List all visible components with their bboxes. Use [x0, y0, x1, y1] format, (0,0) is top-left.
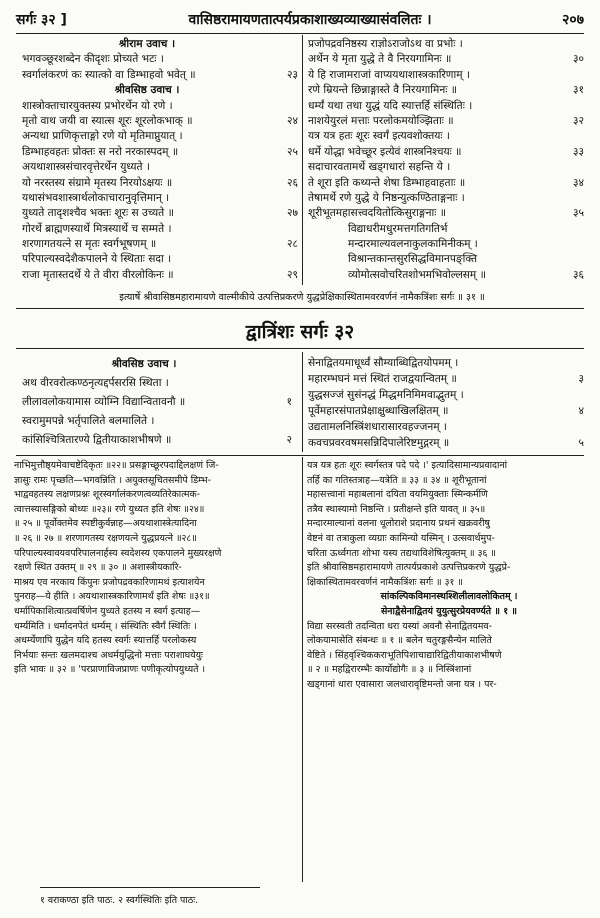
verse-number	[272, 160, 298, 175]
verse-text: परिपाल्यस्वदेशैकपालने ये स्थिताः सदा ।	[22, 253, 172, 266]
verse-number: ३५	[572, 207, 584, 220]
running-header	[16, 6, 584, 32]
verse-number	[272, 52, 298, 67]
verse-number	[558, 99, 584, 114]
verse-text: शास्त्रोक्ताचारयुक्तस्य प्रभोरर्थेन यो रणे ।	[22, 99, 173, 112]
commentary-line: त्वात्तस्यासङ्गिको बोध्यः ॥२३॥ रणे युध्यत इति शेषः ॥२४॥	[14, 503, 205, 515]
commentary-line: सेनाद्वैसेनाद्वितयं युयुत्सुरप्रेयवर्ण्यते ॥ १ ॥	[380, 605, 518, 617]
verse-text: यथासंभवशास्त्रार्थलोकाचारानुवृत्तिमान् ।	[22, 191, 170, 204]
commentary-divider	[302, 457, 303, 882]
verse-text: शरणागतयत्ने स मृतः स्वर्गभूषणम् ॥	[22, 238, 157, 251]
commentary-line: माश्रय एव नरकाय किंपुनः प्रजोपद्रवकारिणामथं इत्याशयेन	[14, 576, 205, 588]
commentary-line: सांकल्पिकविमानस्थश्शिलीलावलोकितम् ।	[380, 591, 518, 603]
verse-line	[22, 83, 298, 98]
verse-text: मन्दारमाल्यवलनाकुलकामिनीकम् ।	[348, 238, 478, 251]
verse-number: ३४	[572, 176, 584, 189]
verse-line	[22, 412, 292, 431]
verse-number	[266, 355, 292, 374]
commentary-line: ॥ २६ ॥ २७ ॥ शरणागतस्य रक्षणयत्ने युद्धप्रयत्ने ॥२८॥	[14, 532, 197, 544]
verse-number: ३३	[572, 145, 584, 158]
sarga-title: द्वात्रिंशः सर्गः ३२	[245, 321, 355, 343]
verse-text: स्वर्गालंकरणं कः स्यात्को वा डिम्भाहवो भवेत् ॥	[22, 68, 196, 81]
verse-text: श्रीवसिष्ठ उवाच ।	[111, 358, 177, 370]
verse-line	[22, 237, 298, 252]
verse-column-left	[22, 37, 298, 283]
verse-text: धर्मे योद्धा भवेच्छूर इत्येवं शास्त्रनिश्चयः ॥	[308, 145, 462, 158]
commentary-line: निर्भयाः सन्तः खलमदाश्च अधर्मयुद्धिनो मत्ताः पराशाघयेयुः	[14, 649, 203, 661]
verse-text: राजा मृतास्तदर्थे ये ते वीरा वीरलोकिनः ॥	[22, 268, 174, 281]
verse-line	[22, 37, 298, 52]
verse-line	[22, 114, 298, 129]
verse-number	[272, 37, 298, 52]
header-chapter: सर्गः ३२ ]	[16, 11, 67, 28]
verse-number	[272, 222, 298, 237]
column-divider-2	[302, 352, 303, 452]
verse-line	[22, 431, 292, 450]
commentary-line: इति भावः ॥ ३२ ॥ 'परप्राणाविजप्राणः पणीकृत्योपयुध्यते ।	[14, 664, 206, 676]
commentary-line: अधर्म्येणापि युद्धेन यदि हतस्य स्वर्गः स्यात्तर्हि परलोकस्य	[14, 635, 197, 647]
verse-line	[308, 129, 584, 144]
verse-line	[22, 68, 298, 83]
column-divider	[302, 35, 303, 285]
verse-line	[308, 371, 584, 387]
verse-line	[22, 252, 298, 267]
footnote-rule	[40, 887, 260, 888]
colophon: इत्यार्षे श्रीवासिष्ठमहारामायणे वाल्मीकीये उत्पत्तिप्रकरणे युद्धप्रेक्षिकास्थितामवरवर्णनं नामैकत्रिंशः सर्गः ॥ ३१ ॥	[119, 292, 485, 303]
verse-number	[558, 355, 584, 371]
verse-line	[22, 206, 298, 221]
verse-number: २३	[286, 68, 298, 81]
verse-number: ३१	[572, 84, 584, 97]
commentary-line: वेष्टनं वा तत्राकुला व्यग्राः कामिन्यो यस्मिन् । उत्सवार्थमुप-	[307, 532, 495, 544]
verse-line	[308, 114, 584, 129]
verse-number	[558, 387, 584, 403]
verse-line	[22, 176, 298, 191]
verse-line	[22, 99, 298, 114]
verse-number: २७	[286, 207, 298, 220]
commentary-line: ज्ञासुः रामः पृच्छति—भगवन्निति । अयुक्तसूचितसमीपे डिम्भ-	[14, 474, 211, 486]
verse-text: श्रीराम उवाच ।	[118, 38, 176, 50]
verse-line	[308, 68, 584, 83]
verse-line	[308, 355, 584, 371]
header-rule	[16, 33, 584, 34]
header-page-number: २०७	[562, 11, 584, 28]
verse-line	[308, 403, 584, 419]
verse-text: विश्रान्तकान्तसुरसिद्धविमानपङ्क्ति	[348, 253, 478, 266]
verse-text: श्रीवसिष्ठ उवाच ।	[114, 84, 180, 97]
verse-text: यत्र यत्र हतः शूरः स्वर्गं इत्यवशोक्तयः ।	[308, 130, 450, 143]
verse-text: रणे म्रियन्ते छिन्नाङ्गास्ते वै निरयगामिनः ॥	[308, 84, 458, 97]
verse-text: विद्याधरीमधुरमत्तगतिगतिर्भ	[348, 222, 448, 235]
verse-number: २९	[286, 268, 298, 281]
commentary-line: यत्र यत्र हतः शूरः स्वर्गस्तत्र पदे पदे ।' इत्यादिसामान्यप्रवादानां	[307, 460, 508, 471]
verse-number: ३२	[572, 114, 584, 127]
verse-line	[308, 176, 584, 191]
verse-line	[308, 222, 584, 237]
verse-number	[272, 129, 298, 144]
verse-line	[308, 419, 584, 435]
verse-number	[558, 37, 584, 52]
verse-text: प्रजोपद्रवनिष्ठस्य राज्ञोऽराजोऽथ वा प्रभोः ।	[308, 38, 463, 50]
verse-line	[22, 222, 298, 237]
verse-number: १	[286, 396, 292, 408]
verse-number: ३०	[572, 53, 584, 66]
verse-number	[558, 252, 584, 267]
verse-line	[308, 252, 584, 267]
commentary-line: रक्षणे स्थित उक्तम् ॥ २९ ॥ ३० ॥ अशास्त्रीयकारि-	[14, 562, 182, 574]
verse-number	[558, 191, 584, 206]
verse-text: सेनाद्वितयमाधूर्ध्वं सौम्याब्धिद्वितयोपमम् ।	[308, 357, 459, 369]
commentary-line: इति श्रीवासिष्ठमहारामायणे तात्पर्यप्रकाशे उत्पत्तिप्रकरणे युद्धप्रे-	[307, 562, 511, 574]
verse-line	[308, 37, 584, 52]
verse-column-right-2	[308, 355, 584, 451]
verse-line	[22, 52, 298, 67]
verse-line	[308, 206, 584, 221]
verse-number	[558, 129, 584, 144]
verse-text: शूरीभूतमहासत्त्वदयितोत्किसुराङ्गनाः ॥	[308, 207, 447, 220]
verse-line	[22, 145, 298, 160]
verse-line	[308, 191, 584, 206]
verse-text: महारम्भघनं मत्तं स्थितं राजद्वयान्वितम् ॥	[308, 373, 457, 385]
verse-text: मृतो वाथ जयी वा स्यात्स शूरः शूरलोकभाक् ॥	[22, 114, 193, 127]
verse-text: यो नरस्तस्य संग्रामे मृतस्य निरयोऽक्षयः ॥	[22, 176, 173, 189]
verse-line	[308, 160, 584, 175]
verse-line	[308, 99, 584, 114]
verse-number: २८	[286, 238, 298, 251]
verse-text: स्वरामुमपन्ने भर्तृपालिते बलमालिते ।	[22, 415, 155, 427]
verse-number: २५	[286, 145, 298, 158]
title-rule	[16, 348, 584, 349]
verse-text: धर्म्यं यथा तथा युद्धं यदि स्यात्तर्हि संस्थितिः ।	[308, 99, 473, 112]
commentary-line: तर्हि का गतिस्तत्राह—यत्रेति ॥ ३३ ॥ ३४ ॥ शूरीभूतानां	[307, 474, 487, 486]
verse-number	[272, 99, 298, 114]
commentary-line: मन्दारमाल्यानां वलना धूलोराशे प्रदानाय प्रथनं खक्रवरीषु	[307, 518, 490, 530]
commentary-line: तत्रैव स्थास्यामो निष्ठन्ति । प्रतीक्षन्ते इति यावत् ॥ ३५॥	[307, 503, 486, 515]
commentary-line: पुनराह—ये हीति । अयथाशास्त्रकारिणामर्थं इति शेषः ॥३१॥	[14, 591, 210, 603]
commentary-rule	[16, 455, 584, 456]
verse-number	[558, 237, 584, 252]
verse-line	[308, 435, 584, 451]
commentary-line: लोकयामासेति संबन्धः ॥ १ ॥ बलेन चतुरङ्गसैन्येन मालिते	[307, 635, 492, 647]
section-rule	[16, 308, 584, 309]
commentary-left	[14, 459, 298, 678]
verse-text: कवचप्रवरवषमसन्निदिपालेरिष्टमुद्गरम् ॥	[308, 437, 450, 449]
verse-text: नाशयेयुरलं मत्ताः परलोकमयोञ्झिताः ॥	[308, 114, 454, 127]
verse-text: ये हि राजामराजां वाप्ययथाशास्त्रकारिणाम् ।	[308, 68, 470, 81]
verse-line	[308, 145, 584, 160]
verse-number	[558, 419, 584, 435]
verse-number	[558, 160, 584, 175]
footnote: १ वराकण्ठा इति पाठः. २ स्वर्गस्थितिः इति पाठः.	[40, 895, 199, 906]
verse-number: २६	[286, 176, 298, 189]
verse-text: भगवञ्छूरशब्देन कीदृशः प्रोच्यते भटः ।	[22, 53, 164, 66]
commentary-line: खड्गानां धारा एवासारा जलधारावृष्टिमन्तो जना यत्र । पर-	[307, 678, 497, 690]
verse-column-left-2	[22, 355, 292, 450]
verse-text: युध्यते तादृशश्चैव भक्तः शूरः स उच्यते ॥	[22, 207, 174, 220]
verse-text: अन्यथा प्राणिकृत्ताङ्गो रणे यो मृतिमाप्नुयात् ।	[22, 130, 183, 143]
verse-text: सदाचारवतामर्थे खड्गधारां सहन्ति ये ।	[308, 161, 451, 174]
verse-text: ते शूरा इति कथ्यन्ते शेषा डिम्भाहवाहताः ॥	[308, 176, 466, 189]
verse-text: पूर्वेमहारसंपातप्रेक्षाक्षुब्धाखिलक्षितम् ॥	[308, 405, 449, 417]
commentary-right	[307, 459, 591, 693]
verse-number	[272, 191, 298, 206]
verse-text: डिम्भाहवहतः प्रोक्तः स नरो नरकास्पदम् ॥	[22, 145, 179, 158]
commentary-line: धर्मापिकाशित्वात्प्रवर्षिणेन युध्यते हतस्य न स्वर्ग इत्याह—	[14, 605, 201, 617]
verse-line	[22, 129, 298, 144]
verse-text: अर्थेन ये मृता युद्धे ते वै निरयगामिनः ॥	[308, 53, 452, 66]
verse-text: गोरर्थे ब्राह्मणस्यार्थे मित्रस्यार्थे च सम्मते ।	[22, 222, 172, 235]
verse-line	[308, 83, 584, 98]
verse-line	[308, 268, 584, 283]
verse-number: ५	[578, 437, 584, 449]
verse-line	[308, 237, 584, 252]
commentary-line: चरिता ऊर्ध्वगता शोभा यस्य तद्यथाविशेषित्युक्तम् ॥ ३६ ॥	[307, 547, 496, 559]
commentary-line: वेष्टिते । सिंहवृश्चिककराभूतिपिशाचाद्यारिद्वितीयाकाशभीषणे	[307, 649, 502, 661]
verse-line	[308, 52, 584, 67]
commentary-line: परिपाल्यस्वावयवपरिपालनार्हस्य स्वदेशस्य एकपालने मुख्यरक्षणे	[14, 547, 222, 559]
commentary-line: क्षिकास्थितामवरवर्णनं नामैकत्रिंशः सर्गः ॥ ३१ ॥	[307, 576, 463, 588]
verse-line	[22, 393, 292, 412]
verse-line	[22, 191, 298, 206]
verse-number	[558, 68, 584, 83]
commentary-line: महासत्त्वानां महाबलानां दयिता वयमियुक्ताः स्मिन्कर्मणि	[307, 489, 488, 501]
verse-line	[22, 160, 298, 175]
verse-number: २	[286, 434, 292, 446]
verse-line	[22, 374, 292, 393]
verse-number: ३६	[572, 268, 584, 281]
verse-number: ३	[578, 373, 584, 385]
verse-number	[266, 374, 292, 393]
verse-number	[558, 222, 584, 237]
header-title: वासिष्ठरामायणतात्पर्यप्रकाशाख्यव्याख्यासंवलितः ।	[188, 11, 432, 28]
verse-text: व्योमोत्सवोचरितशोभमभिवोल्लसम् ॥	[348, 268, 486, 281]
verse-text: कांसिश्चित्रितारण्ये द्वितीयाकाशभीषणे ॥	[22, 434, 172, 446]
verse-column-right	[308, 37, 584, 283]
verse-text: तेषामर्थे रणे युद्धे ये निष्ठन्युत्कण्ठिताङ्गनाः ।	[308, 191, 465, 204]
commentary-line: धर्म्यमिति । धर्मादनपेतं धर्म्यम् । संस्थितिः स्वैर्गं स्थितिः ।	[14, 620, 197, 632]
verse-text: लीलावलोकयामास व्योम्नि विद्यान्वितावनौ ॥	[22, 396, 186, 408]
verse-number	[266, 412, 292, 431]
verse-line	[308, 387, 584, 403]
verse-text: अथ वीरवरोत्कण्ठनृत्यद्दर्पसरसि स्थिता ।	[22, 377, 169, 389]
verse-line	[22, 268, 298, 283]
commentary-line: भाद्ववहतस्य लक्षणप्रश्नः शूरस्वर्गालंकरणत्वव्यतिरेकात्मक-	[14, 489, 201, 501]
verse-number: २४	[286, 114, 298, 127]
commentary-line: विद्या सरस्वती तदन्विता धरा यस्यां अवनौ सेनाद्वितयमव-	[307, 620, 492, 632]
commentary-line: ॥ २ ॥ महद्विरारम्भैः कार्योद्योगैः ॥ ३ ॥ निस्त्रिंशानां	[307, 664, 472, 676]
verse-number	[272, 83, 298, 98]
verse-text: युद्धसज्जं सुसंनद्धं मिद्धमनिमिमवाद्भुतम् ।	[308, 389, 464, 401]
verse-number: ४	[578, 405, 584, 417]
verse-text: उद्यतामलनिस्त्रिंशधारासारवहज्जनम् ।	[308, 421, 447, 433]
commentary-line: नाभिमुत्तौष्ठ्यमेवाचष्टेदिकृतः ॥२२॥ प्रसङ्गाच्छूरपदाद्दिलक्षणं जि-	[14, 460, 219, 471]
verse-number	[272, 252, 298, 267]
commentary-line: ॥ २५ ॥ पूर्वोक्तमेव स्पष्टीकुर्वन्नाह—अयथाशास्त्रेत्यादिना	[14, 518, 197, 530]
verse-line	[22, 355, 292, 374]
verse-text: अयथाशास्त्रसंचारवृत्तेरर्थेन युध्यते ।	[22, 161, 150, 174]
